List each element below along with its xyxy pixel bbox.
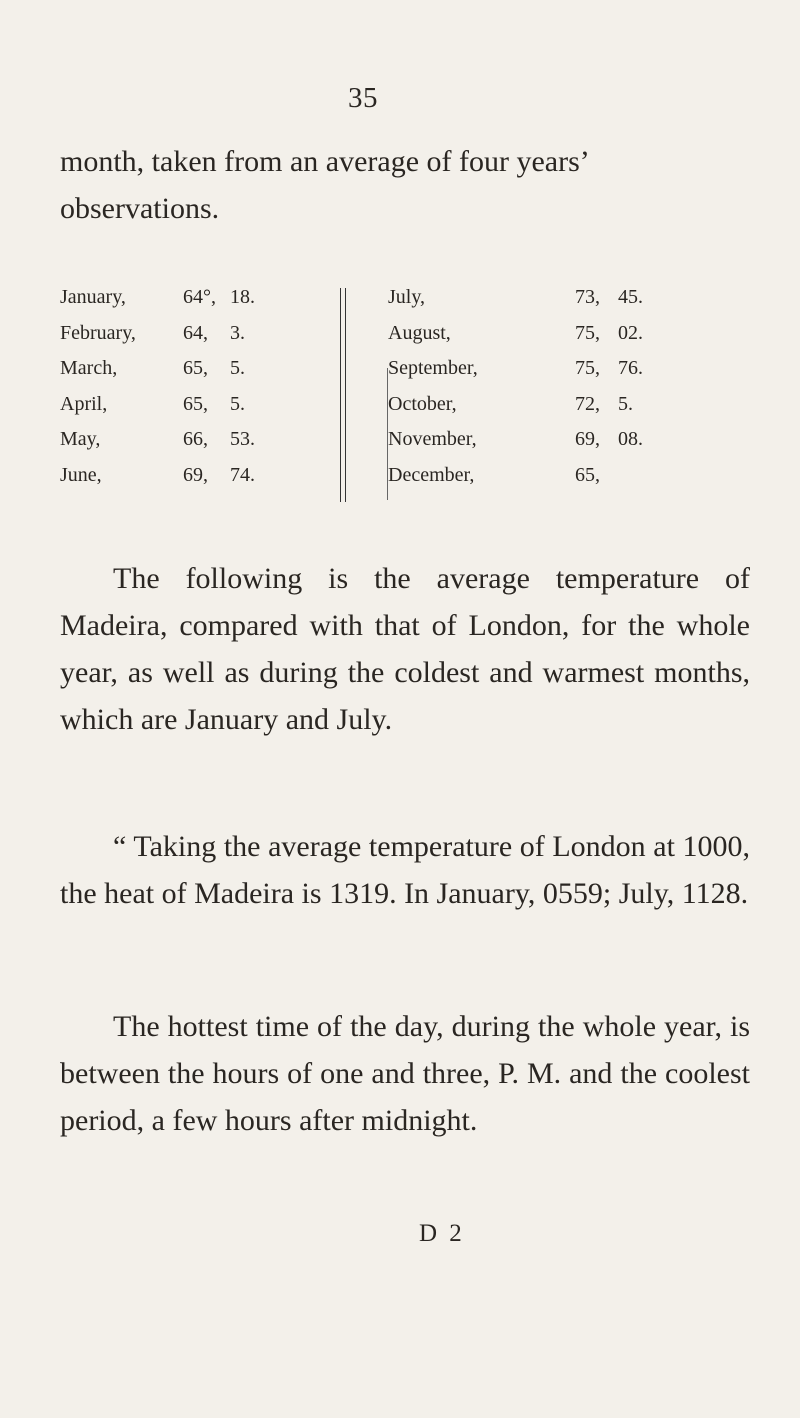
table-row	[60, 351, 330, 387]
table-row	[388, 316, 718, 352]
fraction-cell: 3.	[230, 321, 245, 344]
degree-cell: 64,	[183, 321, 208, 344]
month-cell: April,	[60, 392, 108, 415]
month-cell: November,	[388, 428, 477, 451]
degree-cell: 75,	[575, 357, 600, 380]
degree-cell: 72,	[575, 392, 600, 415]
fraction-cell: 5.	[618, 392, 633, 415]
table-row	[60, 458, 330, 494]
fraction-cell: 18.	[230, 286, 255, 308]
table-divider-line	[340, 288, 341, 502]
table-divider-line	[345, 288, 346, 502]
table-row	[388, 458, 718, 494]
month-cell: February,	[60, 321, 136, 344]
month-cell: August,	[388, 321, 451, 344]
degree-cell: 65,	[183, 357, 208, 380]
table-row	[60, 316, 330, 352]
degree-cell: 65,	[183, 392, 208, 415]
month-cell: December,	[388, 463, 475, 486]
fraction-cell: 74.	[230, 463, 255, 486]
month-cell: March,	[60, 357, 118, 380]
fraction-cell: 53.	[230, 428, 255, 451]
page-signature: D 2	[419, 1220, 465, 1247]
degree-cell: 69,	[575, 428, 600, 451]
table-row	[60, 422, 330, 458]
table-row	[60, 387, 330, 423]
intro-text: month, taken from an average of four years’ observations.	[60, 145, 588, 225]
table-left-column	[60, 280, 330, 494]
month-cell: May,	[60, 428, 101, 451]
temperature-table	[60, 280, 750, 512]
paragraph-london-comparison: “ Taking the average temperature of London at 1000, the heat of Madeira is 1319. In January, 0559; July, 1128.	[60, 830, 750, 910]
month-cell: October,	[388, 392, 457, 415]
table-row	[388, 280, 718, 316]
fraction-cell: 76.	[618, 357, 643, 380]
month-cell: September,	[388, 357, 478, 380]
month-cell: June,	[60, 463, 102, 486]
degree-cell: 66,	[183, 428, 208, 451]
degree-cell: 75,	[575, 321, 600, 344]
degree-cell: 64°,	[183, 286, 216, 308]
table-row	[388, 351, 718, 387]
table-row	[388, 387, 718, 423]
fraction-cell: 02.	[618, 321, 643, 344]
month-cell: July,	[388, 286, 426, 308]
month-cell: January,	[60, 286, 126, 308]
fraction-cell: 5.	[230, 357, 245, 380]
degree-cell: 65,	[575, 463, 600, 486]
paragraph-average-temperature: The following is the average temperature of Madeira, compared with that of London, for the whole year, as well as during the coldest and warmest months, which are January and July.	[60, 562, 750, 736]
table-right-column	[388, 280, 718, 494]
table-row	[60, 280, 330, 316]
fraction-cell: 45.	[618, 286, 643, 308]
fraction-cell: 08.	[618, 428, 643, 451]
degree-cell: 73,	[575, 286, 600, 308]
page-number: 35	[348, 82, 378, 114]
fraction-cell: 5.	[230, 392, 245, 415]
table-row	[388, 422, 718, 458]
degree-cell: 69,	[183, 463, 208, 486]
paragraph-hottest-time: The hottest time of the day, during the whole year, is between the hours of one and three, P. M. and the coolest period, a few hours after midnight.	[60, 1010, 750, 1137]
